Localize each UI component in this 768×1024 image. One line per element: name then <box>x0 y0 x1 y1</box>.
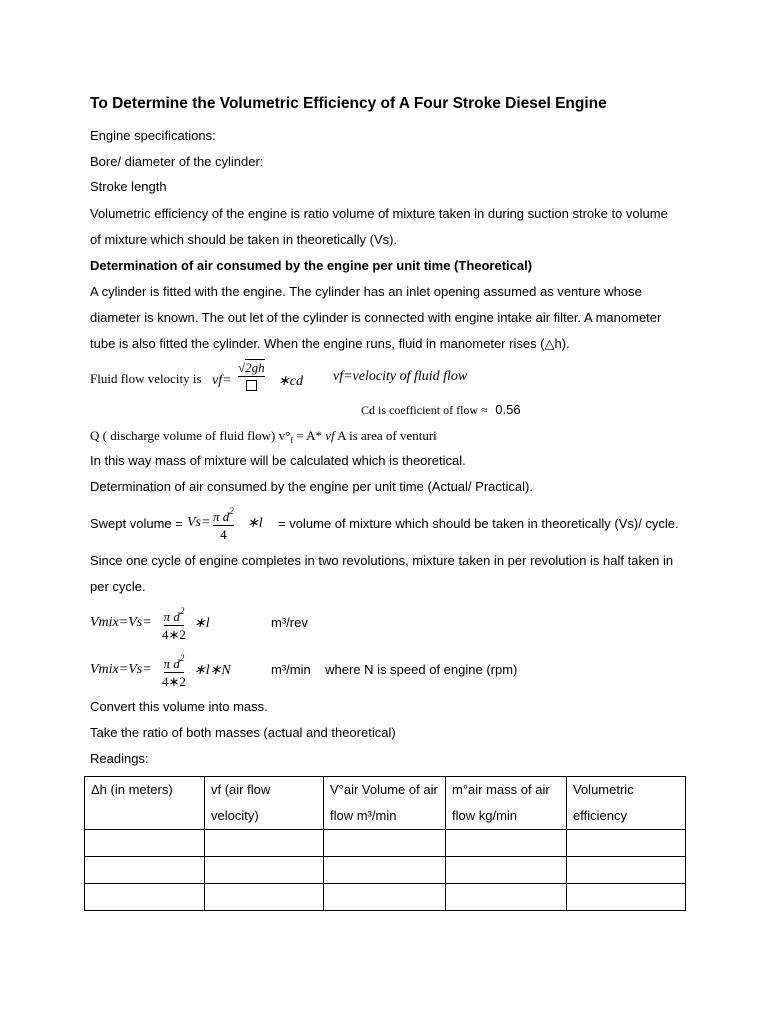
vmix-rev-rhs: ∗l <box>194 616 210 631</box>
table-header-row <box>85 777 686 830</box>
header-vf: vf (air flow velocity) <box>205 777 324 830</box>
table-cell[interactable] <box>324 830 446 857</box>
document-title: To Determine the Volumetric Efficiency of A Four Stroke Diesel Engine <box>90 95 607 112</box>
table-cell[interactable] <box>567 857 686 884</box>
vmix-min-num-text: π d <box>163 656 180 671</box>
cylinder-line-2: diameter is known. The out let of the cylinder is connected with engine intake air filter. A manometer <box>90 310 662 325</box>
swept-fraction <box>213 503 234 543</box>
table-cell[interactable] <box>324 884 446 911</box>
fluid-velocity-label: Fluid flow velocity is <box>90 371 202 386</box>
table-cell[interactable] <box>446 884 567 911</box>
vf-rhs: ∗cd <box>278 374 303 389</box>
discharge-area: A is area of venturi <box>334 428 437 443</box>
table-row <box>85 857 686 884</box>
vf-fraction <box>238 360 265 391</box>
vmix-rev-denominator: 4∗2 <box>162 627 186 642</box>
discharge-vf: vf <box>325 428 335 443</box>
swept-exponent: 2 <box>229 506 234 516</box>
vmix-rev-exponent: 2 <box>179 606 185 616</box>
swept-lhs: Vs= <box>187 515 211 530</box>
cycle-line-2: per cycle. <box>90 579 146 594</box>
vmix-rev-numerator <box>164 603 185 626</box>
table-cell[interactable] <box>567 830 686 857</box>
discharge-eq: = A* <box>296 428 326 443</box>
cd-value: 0.56 <box>495 402 521 417</box>
table-cell[interactable] <box>446 830 567 857</box>
stroke-line: Stroke length <box>90 179 167 194</box>
vmix-min-fraction <box>162 650 186 690</box>
vmix-min-formula <box>90 650 270 690</box>
cycle-line-1: Since one cycle of engine completes in two revolutions, mixture taken in per revolution is half taken in <box>90 553 674 568</box>
swept-numerator <box>213 503 234 526</box>
placeholder-box-icon <box>246 380 257 391</box>
table-cell[interactable] <box>567 884 686 911</box>
table-cell[interactable] <box>324 857 446 884</box>
header-delta-h: Δh (in meters) <box>85 777 205 830</box>
table-cell[interactable] <box>85 830 205 857</box>
mass-theoretical-line: In this way mass of mixture will be calculated which is theoretical. <box>90 453 466 468</box>
cd-label: Cd is coefficient of flow ≈ <box>361 403 488 417</box>
vmix-rev-num-text: π d <box>163 609 180 624</box>
vol-eff-line-1: Volumetric efficiency of the engine is ratio volume of mixture taken in during suction stroke to volume <box>90 206 668 221</box>
vmix-min-lhs: Vmix=Vs= <box>90 662 152 677</box>
vmix-min-numerator <box>164 650 185 673</box>
vmix-rev-formula <box>90 603 270 643</box>
vf-numerator <box>238 360 265 377</box>
swept-denominator: 4 <box>220 527 227 542</box>
vmix-min-exponent: 2 <box>179 653 185 663</box>
table-cell[interactable] <box>85 857 205 884</box>
readings-table <box>84 776 686 911</box>
header-mass-air: m°air mass of air flow kg/min <box>446 777 567 830</box>
table-cell[interactable] <box>85 884 205 911</box>
vf-formula <box>212 360 312 400</box>
header-volume-air: V°air Volume of air flow m³/min <box>324 777 446 830</box>
bore-line: Bore/ diameter of the cylinder: <box>90 154 264 169</box>
vmix-min-unit: m³/min where N is speed of engine (rpm) <box>271 662 518 677</box>
vmix-rev-lhs: Vmix=Vs= <box>90 615 152 630</box>
theoretical-heading: Determination of air consumed by the engine per unit time (Theoretical) <box>90 258 533 273</box>
vf-radicand: 2gh <box>245 360 265 375</box>
table-cell[interactable] <box>446 857 567 884</box>
swept-formula <box>187 503 267 543</box>
sqrt-icon: √ <box>238 360 246 375</box>
vf-definition: vf=velocity of fluid flow <box>333 369 468 384</box>
table-row <box>85 830 686 857</box>
discharge-text: Q ( discharge volume of fluid flow) v° <box>90 428 291 443</box>
table-cell[interactable] <box>205 830 324 857</box>
vmix-rev-fraction <box>162 603 186 643</box>
convert-line: Convert this volume into mass. <box>90 699 268 714</box>
vmix-rev-unit: m³/rev <box>271 615 308 630</box>
table-cell[interactable] <box>205 857 324 884</box>
cd-line <box>361 402 521 418</box>
header-vol-eff: Volumetric efficiency <box>567 777 686 830</box>
swept-label: Swept volume = <box>90 516 183 531</box>
vmix-min-denominator: 4∗2 <box>162 674 186 689</box>
cylinder-line-3: tube is also fitted the cylinder. When the engine runs, fluid in manometer rises (△h). <box>90 336 570 351</box>
ratio-line: Take the ratio of both masses (actual and theoretical) <box>90 725 396 740</box>
readings-label: Readings: <box>90 751 149 766</box>
vf-lhs: vf= <box>212 373 232 388</box>
vol-eff-line-2: of mixture which should be taken in theoretically (Vs). <box>90 232 398 247</box>
table-row <box>85 884 686 911</box>
cylinder-line-1: A cylinder is fitted with the engine. The cylinder has an inlet opening assumed as venture whose <box>90 284 642 299</box>
swept-rhs: ∗l <box>247 516 263 531</box>
swept-description: = volume of mixture which should be taken in theoretically (Vs)/ cycle. <box>278 516 679 531</box>
table-cell[interactable] <box>205 884 324 911</box>
swept-num-text: π d <box>213 509 230 524</box>
discharge-line <box>90 428 437 449</box>
discharge-subscript: f <box>290 436 293 445</box>
specs-heading: Engine specifications: <box>90 128 216 143</box>
actual-heading: Determination of air consumed by the engine per unit time (Actual/ Practical). <box>90 479 533 494</box>
vmix-min-rhs: ∗l∗N <box>194 663 231 678</box>
